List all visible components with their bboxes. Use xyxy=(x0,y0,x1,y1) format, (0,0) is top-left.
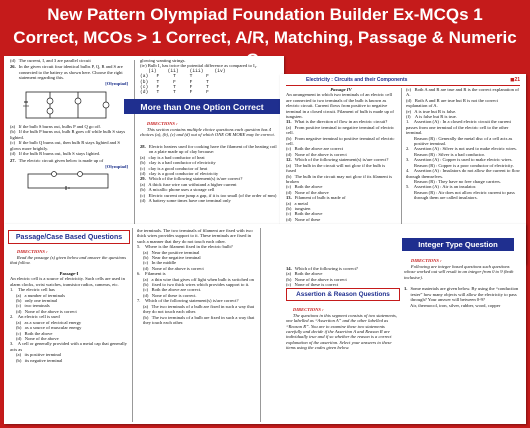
option-a: (a) From positive terminal to negative terminal of electric cell. xyxy=(286,124,396,136)
directions-label: DIRECTIONS : xyxy=(16,249,48,255)
option-d: (d) None of the above is correct xyxy=(286,151,347,157)
code-f: (f) A is false but R is true. xyxy=(406,114,457,120)
assertion-5: 5. Assertion (A) : Air is an insulator. xyxy=(406,184,477,190)
left-page-col-1 xyxy=(10,58,128,191)
question-text: Which of the following is correct? xyxy=(294,266,358,271)
question: 5. Where is the filament fixed in the electric bulb? xyxy=(137,244,233,250)
question-text: Which of the following statement(s) is/are correct? xyxy=(148,176,243,182)
table-row: (b) T F F T xyxy=(140,79,209,85)
circuit-diagram-2 xyxy=(24,171,114,191)
question-text: Which of the following statement(s) is/are correct? xyxy=(294,157,389,163)
option-b: (b) Near the negative terminal xyxy=(143,255,201,261)
option-c: (c) Both the above are correct. xyxy=(143,287,202,293)
column-divider xyxy=(134,60,135,228)
question-number: 1. xyxy=(404,286,408,292)
directions-text: Read the passage (s) given below and answer the questions that follow. xyxy=(10,254,128,266)
option-a: (a) The two terminals of a bulb are fixed in such a way that they do not touch each other. xyxy=(143,303,256,315)
table-row: (a) F T T F xyxy=(140,74,209,80)
option-a: (a) a thin wire that gives off light when bulb is switched on xyxy=(143,276,254,282)
question-number: 26. xyxy=(10,64,16,70)
question-number: 28. xyxy=(140,144,146,150)
option-b: (b) The bulb in the circuit may not glow if its filament is broken xyxy=(286,173,394,184)
option-d: (d) None of the above is correct xyxy=(16,308,77,314)
passage-text: An arrangement in which two terminals of an electric cell are connected to two terminals of the bulb is known as electric circuit. Current flows from positive to negative terminal in a closed circuit. Filament of bulb is made up of tungsten. xyxy=(286,92,396,120)
directions-label: DIRECTIONS : xyxy=(146,121,178,127)
option-d: (d) clay is a good conductor of electricity xyxy=(140,171,219,177)
column-divider xyxy=(260,228,261,422)
material-list: Air, thermocol, iron, silver, rubber, wood, copper xyxy=(410,302,501,308)
page-number-value: 21 xyxy=(514,77,520,83)
option-b: (b) only one terminal xyxy=(16,298,58,304)
option-a: (a) as a source of electrical energy xyxy=(16,319,82,325)
question-number: 12. xyxy=(286,157,292,163)
option-b: (b) If the bulb P burns out, bulb R goes off while bulb S stays lighted. xyxy=(10,129,127,140)
option-b: (b) tungsten xyxy=(286,205,311,211)
code-e: (e) A is true but R is false. xyxy=(406,108,457,114)
option-c: (c) two terminals xyxy=(16,303,50,309)
passage-text: the terminals. The two terminals of filament are fixed with two thick wires provides support to it. These terminals are fixed in such a manner that they do not touch each other. xyxy=(137,228,254,244)
question-number: 29. xyxy=(140,176,146,182)
title-banner xyxy=(0,0,530,56)
passage-title: Passage-I xyxy=(59,271,79,277)
option-c: (c) In the middle xyxy=(143,260,177,266)
section-heading-assertion xyxy=(286,288,400,301)
section-heading-passage xyxy=(8,230,130,244)
question-text: Electric heaters used for cooking have the filament of the heating coil on a plate made up of clay because: xyxy=(148,144,278,155)
option-c: (c) Both the above xyxy=(286,184,323,190)
left-page-col-2b xyxy=(140,116,280,204)
option-d: (d) None of these is correct. xyxy=(143,292,197,298)
option-a: (a) If the bulb S burns out, bulbs P and Q go off. xyxy=(10,124,102,130)
callout-label: More than One Option Correct xyxy=(140,101,264,112)
option-c: (c) Both the above are correct xyxy=(286,146,344,152)
option-c: (c) clay is a good conductor of heat xyxy=(140,165,208,171)
option-c: (c) Electric current one jump a gap, if it is too small (of the order of mm) xyxy=(140,192,277,198)
option-a: (a) Both the above xyxy=(286,271,323,277)
option-d: (d) None of the above is correct xyxy=(143,265,204,271)
question-text: What is the direction of flow in an electric circuit? xyxy=(294,119,388,125)
reason-5: Reason (R) : Air does not allow electric current to pass through them are called insulators. xyxy=(414,189,516,201)
olympiad-tag: [Olympiad] xyxy=(105,80,128,86)
chapter-title: Electricity : Circuits and their Components xyxy=(306,77,408,83)
question-text: The electric circuit given below is made up of xyxy=(18,158,104,164)
left-page xyxy=(4,56,284,231)
assertion-2: 2. Assertion (A) : Silver is not used to make electric wires. xyxy=(406,146,517,152)
bottom-page-col-3b xyxy=(286,302,398,356)
option-a: (a) a number of terminals xyxy=(16,292,65,298)
section-heading-label: Assertion & Reason Questions xyxy=(296,291,390,298)
header-rule xyxy=(286,85,520,86)
option-b: (b) None of the above is correct xyxy=(286,276,347,282)
assertion-1: 1. Assertion (A) : In a closed electric circuit the current passes from one terminal of the electric cell to the other terminal. xyxy=(406,119,513,136)
table-row: (c) F T F T xyxy=(140,85,209,91)
option-d: (d) None of the above xyxy=(16,335,59,341)
option-b: (b) From negative terminal to positive terminal of electric cell. xyxy=(286,135,396,147)
question-number: 27. xyxy=(10,158,16,164)
option-a: (a) clay is a bad conductor of heat xyxy=(140,154,205,160)
bottom-page xyxy=(4,224,526,424)
banner-line-2: Correct, MCOs > 1 Correct, A/R, Matching, Passage & Numeric xyxy=(13,28,517,47)
reason-1: Reason (R) : Generally the metal disc of a cell acts as positive terminal. xyxy=(414,135,514,147)
right-page-col-1 xyxy=(286,87,396,222)
option-c: (c) Both the above xyxy=(16,330,53,336)
question-number: 11. xyxy=(286,119,292,125)
bottom-page-col-2 xyxy=(137,228,255,325)
reason-3: Reason (R) : Copper is a poor conductor of electricity. xyxy=(414,162,514,168)
option-d: (d) None of these xyxy=(286,216,321,222)
directions-text: Following are integer based questions such questions whose worked out will result in an integer from 0 to 9 (both inclusive). xyxy=(404,263,515,280)
section-callout-multi-correct xyxy=(124,99,280,114)
table-row: (d) T T F F xyxy=(140,90,209,96)
option-a: (a) A thick fuse wire can withstand a higher current xyxy=(140,181,237,187)
statement-iv: (iv) Bulb I₁ has twice the potential difference as compared to I₂. xyxy=(140,63,258,69)
option-a: (a) The bulb in the circuit will not glow if the bulb is fused xyxy=(286,162,387,174)
section-heading-label: Passage/Case Based Questions xyxy=(15,233,123,241)
question-text: In the given circuit four identical bulbs P, Q, R and S are connected to the battery as shown here. Choose the right statement regarding this. xyxy=(18,64,125,81)
question: 3. A cell or generally provided with a metal cap that generally acts as xyxy=(10,341,129,352)
option-c: (c) If the bulb Q burns out, then bulb R stays lighted and S glows more brightly. xyxy=(10,140,122,151)
olympiad-tag: [Olympiad] xyxy=(105,163,128,169)
page-number: ◼21 xyxy=(510,77,520,83)
question-number: 13. xyxy=(286,195,292,201)
bottom-page-col-3 xyxy=(286,266,396,288)
directions-text: The questions in this segment consists of two statements, one labelled as “Assertion A” and the other labelled as “Reason R”. You are to examine these two statements carefully and decide if the Assertion A and Reason R are individually true and if so whether the reason is a correct explanation of the assertion. Select your answers to these items using the codes given below. xyxy=(286,312,399,351)
assertion-3: 3. Assertion (A) : Copper is used to make electric wires. xyxy=(406,157,513,163)
option-a: (a) a metal xyxy=(286,200,308,206)
passage-text: An electric cell is a source of electricity. Such cells are used in alarm clocks, wrist watches, transistor radios, cameras, etc. xyxy=(10,276,127,287)
bottom-page-col-4 xyxy=(404,253,520,308)
directions-text: This section contains multiple choice questions each question has 4 choices (a), (b), (c) and (d) out of which ONE OR MORE may be correct. xyxy=(140,126,275,138)
column-divider xyxy=(132,228,133,422)
option-a: (a) its positive terminal xyxy=(16,352,62,358)
directions-label: DIRECTIONS : xyxy=(410,258,442,264)
question: 2. An electric cell is used xyxy=(10,314,60,320)
option-d: (d) A battery some times have one terminal only xyxy=(140,198,231,204)
option-b: (b) its negative terminal xyxy=(16,357,63,363)
directions-label: DIRECTIONS : xyxy=(292,307,324,313)
right-page-col-2 xyxy=(406,87,520,201)
reason-4: Reason (R) : They have no free charge carriers. xyxy=(414,178,501,184)
partial-option: glowing wanting strings. xyxy=(140,58,186,63)
option-b: (b) fixed to two thick wires which provides support to it. xyxy=(143,282,250,288)
option-c: (c) Both the above xyxy=(286,211,323,217)
option-a: (a) Near the positive terminal xyxy=(143,249,200,255)
option-b: (b) as a source of muscular energy xyxy=(16,325,82,331)
partial-option: (d) The current, I, and 3 are parallel circuit xyxy=(10,58,91,63)
table-head: (i) (ii) (iii) (iv) xyxy=(140,68,226,74)
running-header xyxy=(286,76,520,84)
section-callout-integer xyxy=(402,238,514,251)
option-c: (c) None of these is correct xyxy=(286,282,339,288)
question: 7. Which of the following statement(s) is/are correct? xyxy=(137,298,239,304)
option-b: (b) The two terminals of a bulb are fixed in such a way that they touch each other. xyxy=(143,314,256,325)
left-page-col-2 xyxy=(140,58,280,96)
option-d: (d) If the bulb R burns out, bulb S stays lighted. xyxy=(10,151,101,157)
circuit-diagram-1 xyxy=(20,88,116,122)
question: 1. The electric cell has xyxy=(10,287,55,293)
assertion-4: 4. Assertion (A) : Insulators do not allow the current to flow through themselves. xyxy=(406,168,522,179)
question-number: 14. xyxy=(286,266,292,271)
question: 6. Filament is xyxy=(137,271,166,277)
option-b: (b) A micallic phone uses a storage cell xyxy=(140,187,215,193)
reason-2: Reason (R) : Silver is a bad conductor. xyxy=(414,151,485,157)
question-text: Some materials are given below. By using the “conduction tester” how many objects will allow the electricity to pass through? Your answer will between 0-9? xyxy=(410,286,520,303)
option-d: (d) None of the above xyxy=(286,189,329,195)
code-c: (c) Both A and R are true and R is the correct explanation of A. xyxy=(406,87,520,98)
banner-line-1: New Pattern Olympiad Foundation Builder Ex-MCQs 1 xyxy=(47,5,483,24)
bottom-page-col-1 xyxy=(10,244,128,363)
code-d: (d) Both A and R are true but R is not the correct explanation of A. xyxy=(406,97,500,109)
passage-title: Passage IV xyxy=(330,87,352,92)
callout-label: Integer Type Question xyxy=(418,240,498,249)
question-text: Filament of bulb is made of xyxy=(294,195,346,201)
option-b: (b) clay is a bad conductor of electricity xyxy=(140,160,216,166)
